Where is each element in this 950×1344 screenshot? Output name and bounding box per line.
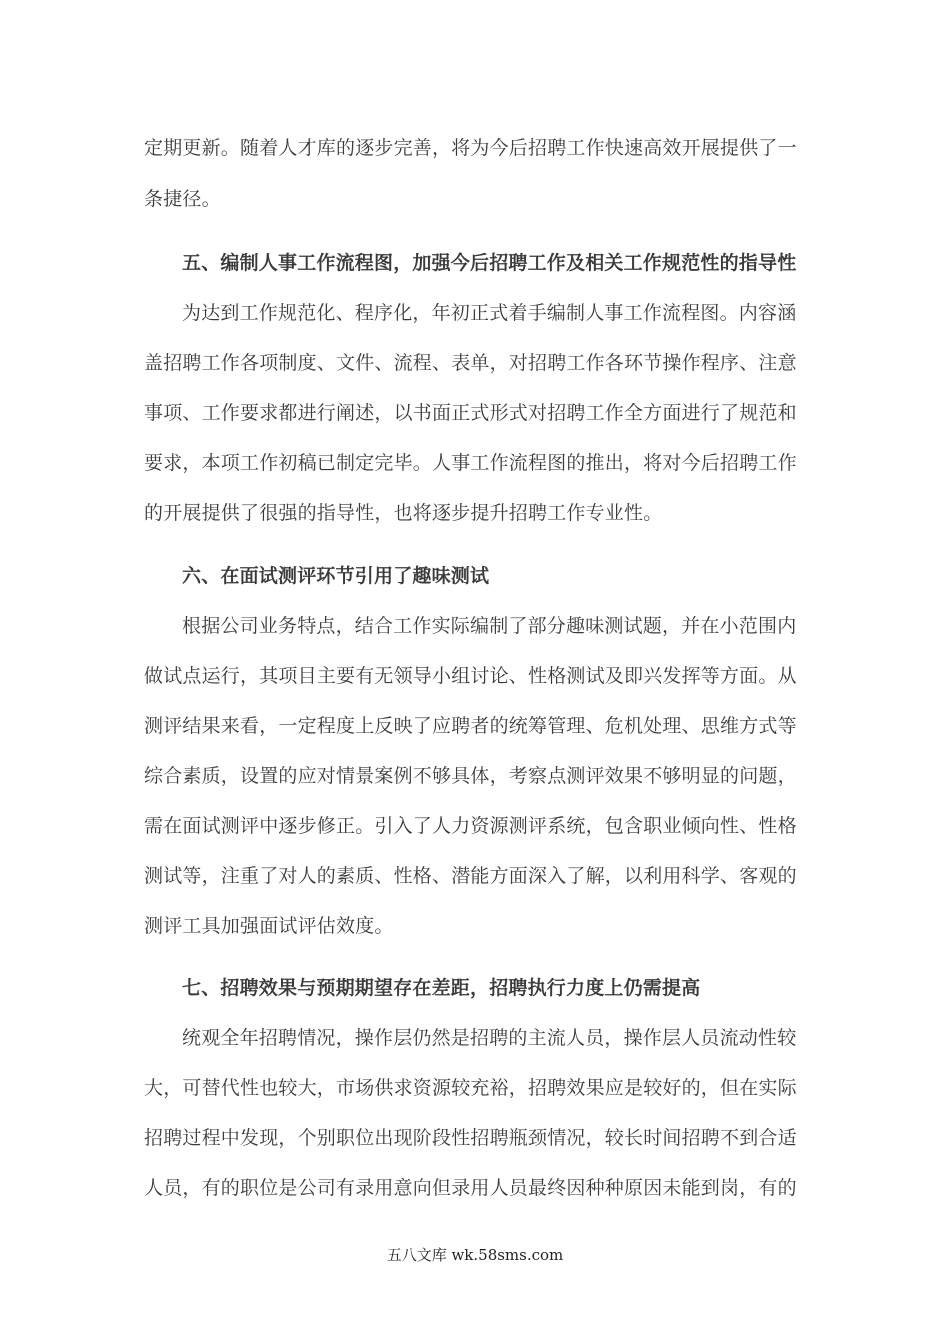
line-3: 为达到工作规范化、程序化，年初正式着手编制人事工作流程图。内容涵	[182, 302, 797, 324]
line-9: 做试点运行，其项目主要有无领导小组讨论、性格测试及即兴发挥等方面。从	[144, 665, 797, 687]
section-heading-7: 七、招聘效果与预期期望存在差距，招聘执行力度上仍需提高	[182, 977, 701, 999]
line-6: 要求，本项工作初稿已制定完毕。人事工作流程图的推出，将对今后招聘工作	[144, 452, 797, 474]
line-4: 盖招聘工作各项制度、文件、流程、表单，对招聘工作各环节操作程序、注意	[144, 352, 797, 374]
line-8: 根据公司业务特点，结合工作实际编制了部分趣味测试题，并在小范围内	[182, 615, 797, 637]
section-heading-5: 五、编制人事工作流程图，加强今后招聘工作及相关工作规范性的指导性	[182, 252, 797, 274]
line-14: 测评工具加强面试评估效度。	[144, 915, 394, 937]
line-13: 测试等，注重了对人的素质、性格、潜能方面深入了解，以利用科学、客观的	[144, 865, 797, 887]
line-18: 人员，有的职位是公司有录用意向但录用人员最终因种种原因未能到岗，有的	[144, 1177, 797, 1199]
section-heading-6: 六、在面试测评环节引用了趣味测试	[182, 565, 490, 587]
line-15: 统观全年招聘情况，操作层仍然是招聘的主流人员，操作层人员流动性较	[182, 1027, 797, 1049]
line-5: 事项、工作要求都进行阐述，以书面正式形式对招聘工作全方面进行了规范和	[144, 402, 797, 424]
line-7: 的开展提供了很强的指导性，也将逐步提升招聘工作专业性。	[144, 502, 663, 524]
line-12: 需在面试测评中逐步修正。引入了人力资源测评系统，包含职业倾向性、性格	[144, 815, 797, 837]
line-2: 条捷径。	[144, 188, 221, 210]
page-footer: 五八文库 wk.58sms.com	[386, 1246, 564, 1264]
line-16: 大，可替代性也较大，市场供求资源较充裕，招聘效果应是较好的，但在实际	[144, 1077, 797, 1099]
line-11: 综合素质，设置的应对情景案例不够具体，考察点测评效果不够明显的问题，	[144, 765, 797, 787]
line-17: 招聘过程中发现，个别职位出现阶段性招聘瓶颈情况，较长时间招聘不到合适	[144, 1127, 797, 1149]
line-1: 定期更新。随着人才库的逐步完善，将为今后招聘工作快速高效开展提供了一	[144, 137, 797, 159]
line-10: 测评结果来看，一定程度上反映了应聘者的统筹管理、危机处理、思维方式等	[144, 715, 797, 737]
